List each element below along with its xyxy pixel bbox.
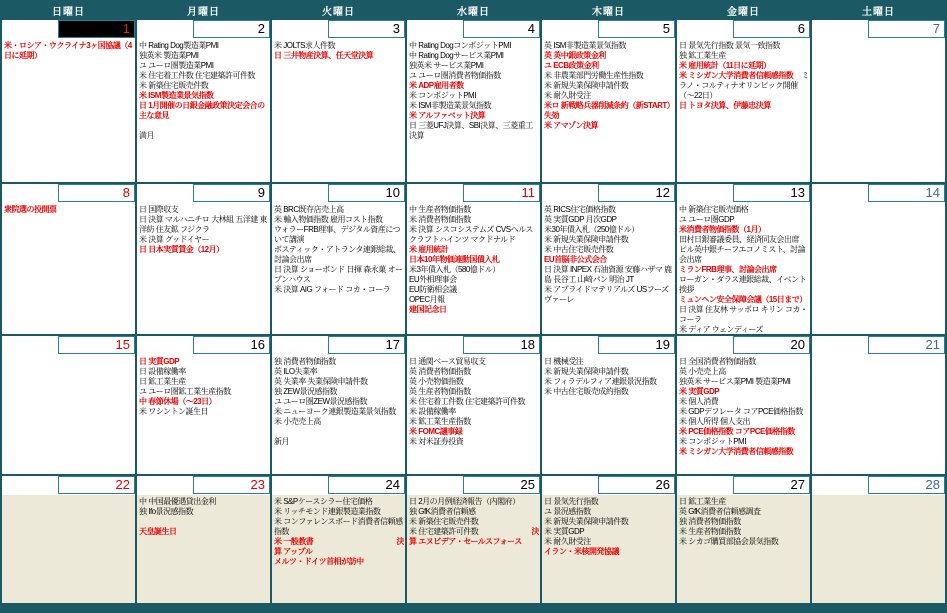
day-events (542, 39, 675, 182)
event-item: 米30年債入札（250億ドル） (544, 225, 639, 234)
date-box[interactable]: 9 (193, 184, 270, 202)
day-header: 水曜日 (407, 2, 540, 18)
event-item: 独英米 サービス業PMI (409, 61, 484, 70)
event-item: ユ ユーロ圏鉱工業生産指数 (139, 387, 231, 396)
event-item: 米 ミシガン大学消費者信頼感指数 (679, 447, 794, 456)
event-item: 米 決算 グッドイヤー (139, 235, 210, 244)
event-item: 英 GfK消費者信頼感調査 (679, 507, 761, 516)
date-band (137, 476, 270, 495)
event-item: 米 雇用統計（11日に延期） (679, 61, 771, 70)
event-item: OPEC月報 (409, 295, 445, 304)
date-band (272, 184, 405, 203)
date-band (812, 20, 945, 39)
day-events (2, 355, 135, 474)
event-item: 田村日銀審議委員、経済同友会出席 (679, 235, 799, 244)
event-item: 米 ワシントン誕生日 (139, 407, 209, 416)
event-item (679, 71, 809, 81)
day-header: 木曜日 (542, 2, 675, 18)
event-item: 算 エヌビデア・セールスフォース (409, 537, 522, 546)
event-item (274, 537, 404, 547)
event-item: 米 リッチモンド連銀製造業指数 (274, 507, 381, 516)
event-item: 米 JOLTS求人件数 (274, 41, 336, 50)
event-item: 独 GfK消費者信頼感 (409, 507, 476, 516)
day-cell[interactable] (2, 336, 135, 474)
day-cell[interactable] (137, 336, 270, 474)
day-events (677, 39, 810, 182)
date-band (2, 184, 135, 203)
event-item: 米 コンファレンスボード消費者信頼感指数 (274, 517, 403, 536)
day-cell[interactable] (812, 184, 945, 334)
day-header: 月曜日 (137, 2, 270, 18)
event-item: 日 決算 INPEX 石油資源 安藤ハザマ 鹿島 長谷工 山崎パン 明治 JT (544, 265, 672, 284)
date-box[interactable]: 2 (193, 20, 270, 38)
event-item: 英 ILO失業率 (274, 367, 318, 376)
event-item: 米 コンポジットPMI (409, 91, 476, 100)
date-band (272, 336, 405, 355)
event-item: 米 雇用統計 (409, 245, 449, 254)
day-header: 金曜日 (677, 2, 810, 18)
day-cell[interactable] (407, 20, 540, 182)
event-item: 英 小売売上高 (679, 367, 726, 376)
event-item: 日 景気先行指数 (544, 497, 599, 506)
event-item: 中 春節休場（～23日） (139, 397, 217, 406)
event-item: 米 新築住宅販売件数 (409, 517, 479, 526)
event-item: メルツ・ドイツ首相が訪中 (274, 557, 364, 566)
event-item: 日 決算 住友林 サッポロ キリン コカ・コーラ (679, 305, 808, 324)
date-band (407, 20, 540, 39)
event-item: 米 生産者物価指数 (679, 527, 741, 536)
date-box[interactable]: 15 (58, 336, 135, 354)
date-box[interactable]: 27 (733, 476, 810, 494)
event-item: 日 鉱工業生産 (679, 497, 726, 506)
day-cell[interactable] (542, 476, 675, 603)
day-events (407, 355, 540, 474)
day-cell[interactable] (137, 184, 270, 334)
event-item: 米 個人所得 個人支出 (679, 417, 750, 426)
event-item: 米 住宅着工件数 住宅建築許可件数 (409, 397, 525, 406)
day-cell[interactable] (272, 184, 405, 334)
day-cell[interactable] (812, 336, 945, 474)
event-item: 米 フィラデルフィア連銀景況指数 (544, 377, 657, 386)
event-item: 日 設備稼働率 (139, 367, 186, 376)
day-cell[interactable] (272, 336, 405, 474)
day-events (272, 495, 405, 603)
date-box[interactable]: 7 (868, 20, 945, 38)
event-item: EU防衛相会議 (409, 285, 457, 294)
event-item: ユ 景況感指数 (544, 507, 591, 516)
event-item: 天皇誕生日 (139, 527, 177, 536)
date-box[interactable]: 17 (328, 336, 405, 354)
event-item: 米 ISM製造業景気指数 (139, 91, 214, 100)
day-cell[interactable] (812, 476, 945, 603)
date-band (812, 476, 945, 495)
event-item: ユ ユーロ圏ZEW景況感指数 (274, 397, 367, 406)
day-cell[interactable] (542, 20, 675, 182)
date-band (2, 336, 135, 355)
date-box[interactable]: 19 (598, 336, 675, 354)
event-item: ラノ・コルティナオリンピック開催（～22日） (679, 81, 798, 100)
event-item: 米 ISM非製造業景気指数 (409, 101, 491, 110)
event-item: 米3年債入札（580億ドル） (409, 265, 500, 274)
event-item: ミランFRB理事、討論会出席 (679, 265, 777, 274)
event-item: 米 アプライドマテリアルズ USフーズ ヴァーレ (544, 285, 669, 304)
day-cell[interactable] (407, 184, 540, 334)
date-band (407, 476, 540, 495)
event-item: 英 ISM非製造業景気指数 (544, 41, 626, 50)
day-events (137, 39, 270, 182)
event-item: 中 中国最優遇貸出金利 (139, 497, 216, 506)
event-item: 米 新規失業保険申請件数 (544, 235, 629, 244)
event-item (139, 517, 269, 527)
event-item: 米ロ 新戦略兵器削減条約（新START）失効 (544, 101, 671, 120)
event-item: 米 個人消費 (679, 397, 719, 406)
day-events (677, 495, 810, 603)
date-box[interactable]: 20 (733, 336, 810, 354)
event-item: 米消費者物価指数（1月） (679, 225, 766, 234)
event-item: 独 ZEW景況感指数 (274, 387, 337, 396)
date-box[interactable]: 4 (463, 20, 540, 38)
event-item: 建国記念日 (409, 305, 447, 314)
date-band (272, 476, 405, 495)
date-box[interactable]: 3 (328, 20, 405, 38)
day-events (677, 203, 810, 334)
day-cell[interactable] (137, 476, 270, 603)
event-item: 米 FOMC議事録 (409, 427, 463, 436)
date-box[interactable]: 5 (598, 20, 675, 38)
event-item: 米 耐久財受注 (544, 537, 591, 546)
day-events (812, 203, 945, 334)
event-item: 日 鉱工業生産 (139, 377, 186, 386)
event-item: 米 耐久財受注 (544, 91, 591, 100)
date-box[interactable]: 13 (733, 184, 810, 202)
date-band (812, 336, 945, 355)
day-cell[interactable] (677, 476, 810, 603)
event-item: 米 住宅着工件数 住宅建築許可件数 (139, 71, 255, 80)
event-item: 独 消費者物価指数 (274, 357, 336, 366)
event-item: 米 アマゾン決算 (544, 121, 598, 130)
event-item: 算 アップル (274, 547, 313, 556)
date-box[interactable]: 24 (328, 476, 405, 494)
date-band (677, 20, 810, 39)
day-events (407, 39, 540, 182)
event-item: 米 実質GDP (544, 527, 585, 536)
date-band (2, 476, 135, 495)
day-cell[interactable] (2, 20, 135, 182)
event-item: 中 新築住宅販売価格 (679, 205, 749, 214)
event-item: 米 決算 AIG フォード コカ・コーラ (274, 285, 391, 294)
day-cell[interactable] (272, 476, 405, 603)
day-header: 土曜日 (812, 2, 945, 18)
event-item: ユ ECB政策金利 (544, 61, 599, 70)
event-item: 英 RICS住宅価格指数 (544, 205, 616, 214)
event-item: 英 消費者物価指数 (409, 367, 471, 376)
day-events (272, 355, 405, 474)
day-cell[interactable] (677, 336, 810, 474)
date-band (542, 184, 675, 203)
date-band (137, 20, 270, 39)
day-events (542, 203, 675, 334)
date-band (137, 184, 270, 203)
date-box[interactable]: 26 (598, 476, 675, 494)
event-item: 英 生産者物価指数 (409, 387, 471, 396)
event-item: 日 2月の月例経済報告（内閣府） (409, 497, 520, 506)
day-events (812, 355, 945, 474)
event-item: 米 実質GDP (679, 387, 720, 396)
day-cell[interactable] (542, 184, 675, 334)
event-item: 中 Rating Dogサービス業PMI (409, 51, 504, 60)
event-item: 中 Rating Dog製造業PMI (139, 41, 219, 50)
day-cell[interactable] (812, 20, 945, 182)
event-item: 日 実質GDP (139, 357, 180, 366)
day-events (2, 495, 135, 603)
day-events (2, 39, 135, 182)
date-band (407, 184, 540, 203)
day-events (137, 495, 270, 603)
day-events (542, 495, 675, 603)
event-item: 独 鉱工業生産 (679, 51, 726, 60)
date-box[interactable]: 1 (58, 20, 135, 38)
event-item: ユ ユーロ圏製造業PMI (139, 61, 214, 70)
day-events (272, 39, 405, 182)
day-cell[interactable] (272, 20, 405, 182)
day-cell[interactable] (407, 336, 540, 474)
event-wrap-fragment: 決 (531, 527, 539, 536)
date-box[interactable]: 18 (463, 336, 540, 354)
event-item: 米 小売売上高 (274, 417, 321, 426)
date-box[interactable]: 10 (328, 184, 405, 202)
date-band (542, 20, 675, 39)
day-events (272, 203, 405, 334)
event-item: 米 シカゴ購買部協会景気指数 (679, 537, 779, 546)
event-item: 米 非農業部門労働生産性指数 (544, 71, 644, 80)
date-box[interactable]: 28 (868, 476, 945, 494)
event-item: 米 新規失業保険申請件数 (544, 81, 629, 90)
event-item: 日 全国消費者物価指数 (679, 357, 756, 366)
day-cell[interactable] (542, 336, 675, 474)
event-item: 米 コンポジットPMI (679, 437, 746, 446)
event-item: 英 実質GDP 月次GDP (544, 215, 617, 224)
day-events (407, 203, 540, 334)
date-box[interactable]: 16 (193, 336, 270, 354)
event-item: 中 生産者物価指数 (409, 205, 471, 214)
event-item: ボスティック・アトランタ連銀総裁、討論会出席 (274, 245, 401, 264)
day-cell[interactable] (137, 20, 270, 182)
day-events (137, 203, 270, 334)
event-item: 米 S&Pケースシラー住宅価格 (274, 497, 373, 506)
event-item: ユ ユーロ圏GDP (679, 215, 735, 224)
event-item: 米 ディア ウェンディーズ (679, 325, 763, 334)
day-events (137, 355, 270, 474)
event-item: 米 中古住宅販売成約指数 (544, 387, 629, 396)
day-header: 日曜日 (2, 2, 135, 18)
event-item: 日 景気先行指数 景気一致指数 (679, 41, 780, 50)
event-text: 米 一般教書 (274, 537, 314, 546)
event-item: 英 小売物価指数 (409, 377, 464, 386)
date-box[interactable]: 21 (868, 336, 945, 354)
event-item: 米 ニューヨーク連銀製造業景気指数 (274, 407, 396, 416)
event-item (139, 121, 269, 131)
date-band (272, 20, 405, 39)
event-item: 日 通関ベース貿易収支 (409, 357, 486, 366)
event-item: 独英米 製造業PMI (139, 51, 199, 60)
event-item: 日 トヨタ決算、伊藤忠決算 (679, 101, 771, 110)
day-cell[interactable] (2, 184, 135, 334)
event-item: 英 失業率 失業保険申請件数 (274, 377, 368, 386)
event-item: ミュンヘン安全保障会議（15日まで） (679, 295, 807, 304)
event-item (409, 527, 539, 537)
date-box[interactable]: 23 (193, 476, 270, 494)
event-item: 衆院選の投開票 (4, 205, 57, 214)
date-band (2, 20, 135, 39)
event-item: 英 BRC既存店売上高 (274, 205, 344, 214)
event-item: 米 鉱工業生産指数 (409, 417, 471, 426)
event-item: 米 PCE価格指数 コアPCE価格指数 (679, 427, 795, 436)
event-item: 日 三井物産決算、任天堂決算 (274, 51, 374, 60)
event-item: 米 アルファベット決算 (409, 111, 486, 120)
event-item: EU首脳非公式会合 (544, 255, 607, 264)
event-item: 独英米 サービス業PMI 製造業PMI (679, 377, 791, 386)
event-item: 米 消費者物価指数 (409, 215, 471, 224)
event-item: ピル英中銀チーフエコノミスト、討論会出席 (679, 245, 805, 264)
date-band (542, 336, 675, 355)
event-text: 米 住宅建築許可件数 (409, 527, 479, 536)
event-item: 米 対米証券投資 (409, 437, 464, 446)
event-wrap-fragment: ミ (801, 71, 809, 80)
event-item: ローガン・ダラス連銀総裁、イベント挨拶 (679, 275, 807, 294)
event-item: ウォラーFRB理事、デジタル資産について講演 (274, 225, 401, 244)
day-cell[interactable] (677, 20, 810, 182)
date-band (677, 476, 810, 495)
event-item: 米・ロシア・ウクライナ3ヶ国協議（4日に延期） (4, 41, 132, 60)
event-item: 日 国際収支 (139, 205, 179, 214)
date-band (137, 336, 270, 355)
event-item: 英 英中銀政策金利 (544, 51, 606, 60)
event-wrap-fragment: 決 (396, 537, 404, 546)
event-item: 米 新規失業保険申請件数 (544, 367, 629, 376)
event-item: 日 機械受注 (544, 357, 584, 366)
event-item: 米 設備稼働率 (409, 407, 456, 416)
event-item: 日 決算 ショーボンド 日揮 森永菓 オープンハウス (274, 265, 403, 284)
day-cell[interactable] (2, 476, 135, 603)
day-events (812, 495, 945, 603)
event-item: EU外相理事会 (409, 275, 457, 284)
date-box[interactable]: 12 (598, 184, 675, 202)
date-band (812, 184, 945, 203)
date-band (542, 476, 675, 495)
event-item: ユ ユーロ圏消費者物価指数 (409, 71, 501, 80)
event-item: 中 Rating DogコンポジットPMI (409, 41, 511, 50)
date-band (407, 336, 540, 355)
event-item: 独 消費者物価指数 (679, 517, 741, 526)
date-box[interactable]: 14 (868, 184, 945, 202)
date-box[interactable]: 8 (58, 184, 135, 202)
day-header: 火曜日 (272, 2, 405, 18)
date-box[interactable]: 22 (58, 476, 135, 494)
day-events (407, 495, 540, 603)
event-item: 米 ADP雇用者数 (409, 81, 464, 90)
event-item (274, 427, 404, 437)
date-box[interactable]: 25 (463, 476, 540, 494)
date-band (677, 184, 810, 203)
day-events (812, 39, 945, 182)
event-item: 満月 (139, 131, 154, 140)
event-item: 米 中古住宅販売件数 (544, 245, 614, 254)
event-item: 米 新築住宅販売件数 (139, 81, 209, 90)
event-item: 日 決算 マルハニチロ 大林組 五洋建 東洋紡 住友鉱 フジクラ (139, 215, 268, 234)
event-item: 新月 (274, 437, 289, 446)
event-item: 米 決算 シスコシステムズ CVSヘルス クラフトハインツ マクドナルド (409, 225, 533, 244)
event-item: 米 GDPデフレータ コアPCE価格指数 (679, 407, 803, 416)
event-item: 日 1月開催の日銀金融政策決定会合の主な意見 (139, 101, 265, 120)
day-events (2, 203, 135, 334)
date-box[interactable]: 11 (463, 184, 540, 202)
event-item: 独 Ifo景況感指数 (139, 507, 194, 516)
event-item: 米 新規失業保険申請件数 (544, 517, 629, 526)
day-events (677, 355, 810, 474)
event-item: 日本10年物価連動国債入札 (409, 255, 500, 264)
event-text: 米 ミシガン大学消費者信頼感指数 (679, 71, 794, 80)
event-item: イラン・米核開発協議 (544, 547, 619, 556)
event-item: 米 輸入物価指数 雇用コスト指数 (274, 215, 383, 224)
date-band (677, 336, 810, 355)
event-item: 日 三菱UFJ決算、SBI決算、三菱重工決算 (409, 121, 533, 140)
day-cell[interactable] (407, 476, 540, 603)
event-item: 日 日本実質賃金（12月） (139, 245, 224, 254)
date-box[interactable]: 6 (733, 20, 810, 38)
day-cell[interactable] (677, 184, 810, 334)
day-events (542, 355, 675, 474)
